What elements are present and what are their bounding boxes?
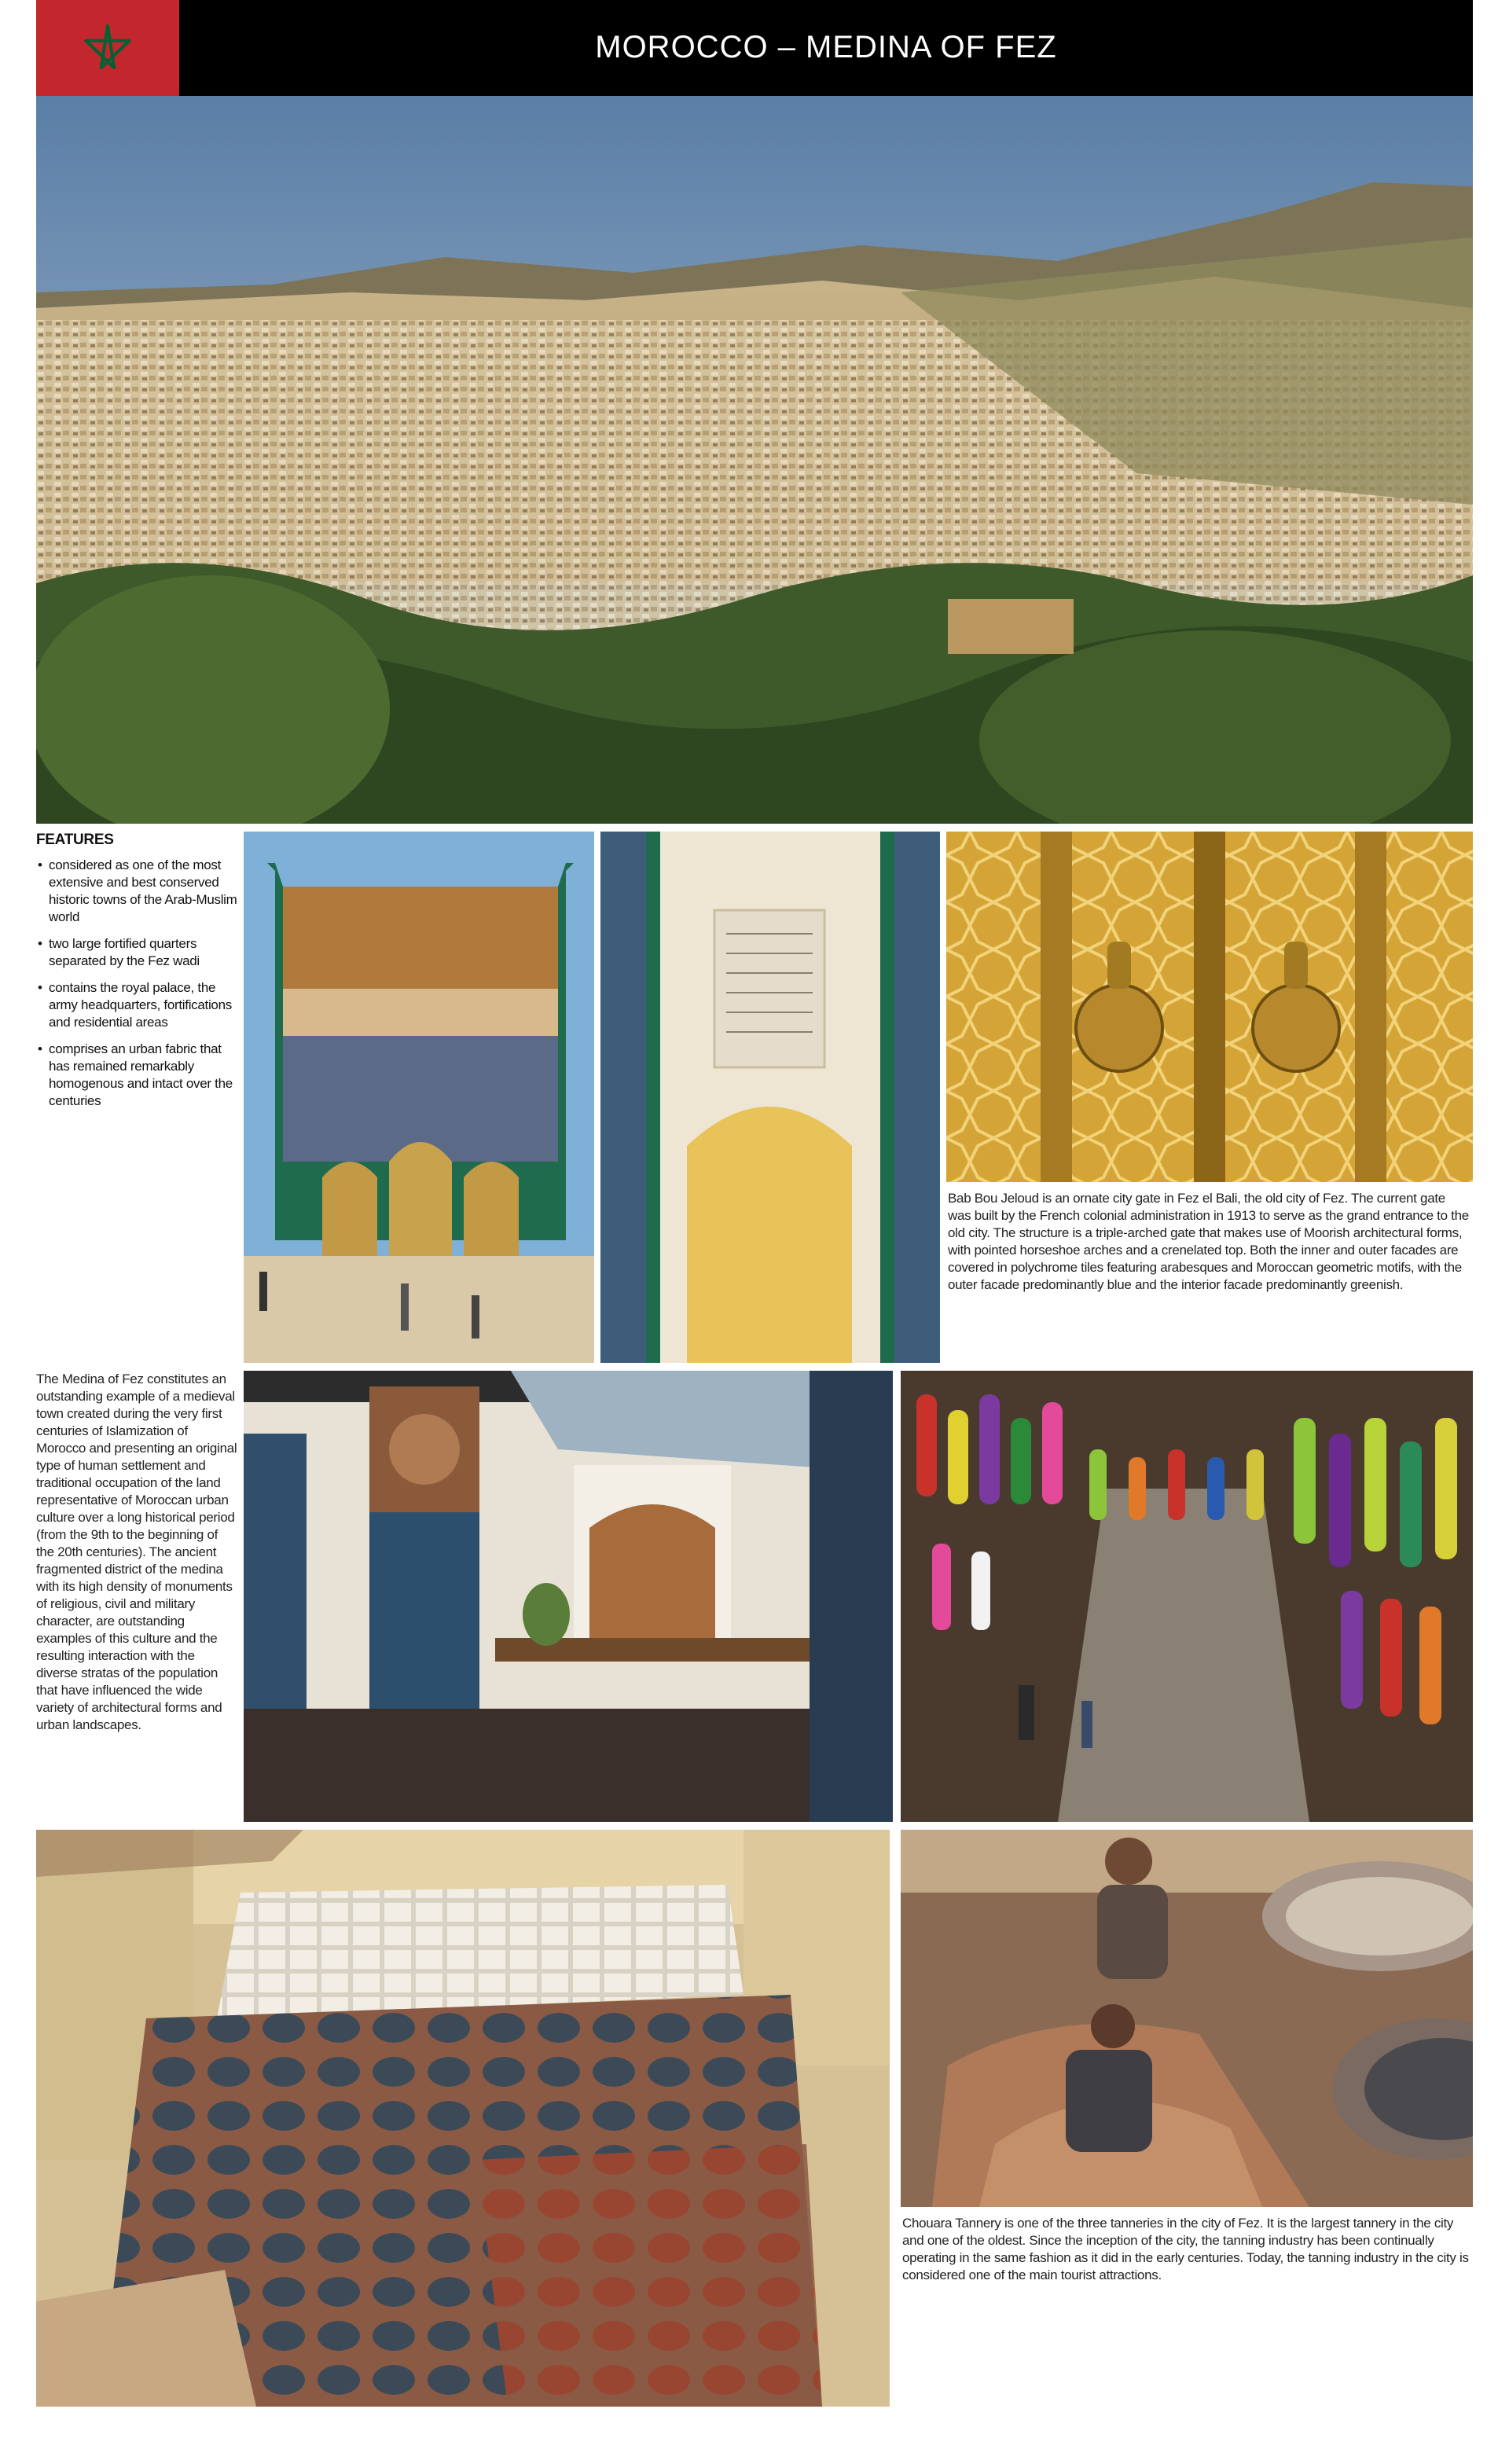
medina-description: The Medina of Fez constitutes an outstanding example of a medieval town created during the very first centuries of Islamization of Morocco and presenting an original type of human settlement and traditional occupation of the land representative of Moroccan urban culture over a long historical period (from the 9th to the beginning of the 20th centuries). The ancient fragmented district of the medina with its high density of monuments of religious, civil and military character, are outstanding examples of this culture and the resulting interaction with the diverse stratas of the population that have influenced the wide variety of architectural forms and urban landscapes. (36, 1372, 237, 1732)
fez-panorama-photo (36, 96, 1473, 824)
riad-courtyard-photo (244, 1371, 893, 1822)
feature-item: • considered as one of the most extensive and best conserved historic towns of the Arab-Muslim world (36, 857, 240, 926)
title-bar (179, 0, 1473, 96)
feature-item: • two large fortified quarters separated by the Fez wadi (36, 935, 240, 970)
features-title: FEATURES (36, 832, 114, 848)
feature-item: • contains the royal palace, the army headquarters, fortifications and residential areas (36, 979, 240, 1031)
royal-palace-gate-photo (244, 832, 594, 1363)
golden-door-photo (946, 832, 1473, 1182)
tannery-workers-photo (901, 1830, 1473, 2207)
bab-bou-jeloud-caption: Bab Bou Jeloud is an ornate city gate in Fez el Bali, the old city of Fez. The current gate was built by the French colonial administration in 1913 to serve as the grand entrance to the old city. The structure is a triple-arched gate that makes use of Moorish architectural forms, with pointed horseshoe arches and a crenelated top. Both the inner and outer facades are covered in polychrome tiles featuring arabesques and Moroccan geometric motifs, with the outer facade predominantly blue and the interior facade predominantly greenish. (948, 1191, 1469, 1292)
feature-item: • comprises an urban fabric that has remained remarkably homogenous and intact over the centuries (36, 1041, 240, 1110)
page-title: MOROCCO – MEDINA OF FEZ (595, 30, 1057, 64)
chouara-tannery-caption: Chouara Tannery is one of the three tanneries in the city of Fez. It is the largest tannery in the city and one of the oldest. Since the inception of the city, the tanning industry has been continually operating in the same fashion as it did in the early centuries. Today, the tanning industry in the city is considered one of the main tourist attractions. (902, 2216, 1469, 2282)
inscription-arch-photo (600, 832, 940, 1363)
features-list (36, 857, 240, 1119)
morocco-flag-icon (36, 0, 179, 96)
tannery-aerial-photo (36, 1830, 890, 2407)
souk-dyed-wool-photo (901, 1371, 1473, 1822)
